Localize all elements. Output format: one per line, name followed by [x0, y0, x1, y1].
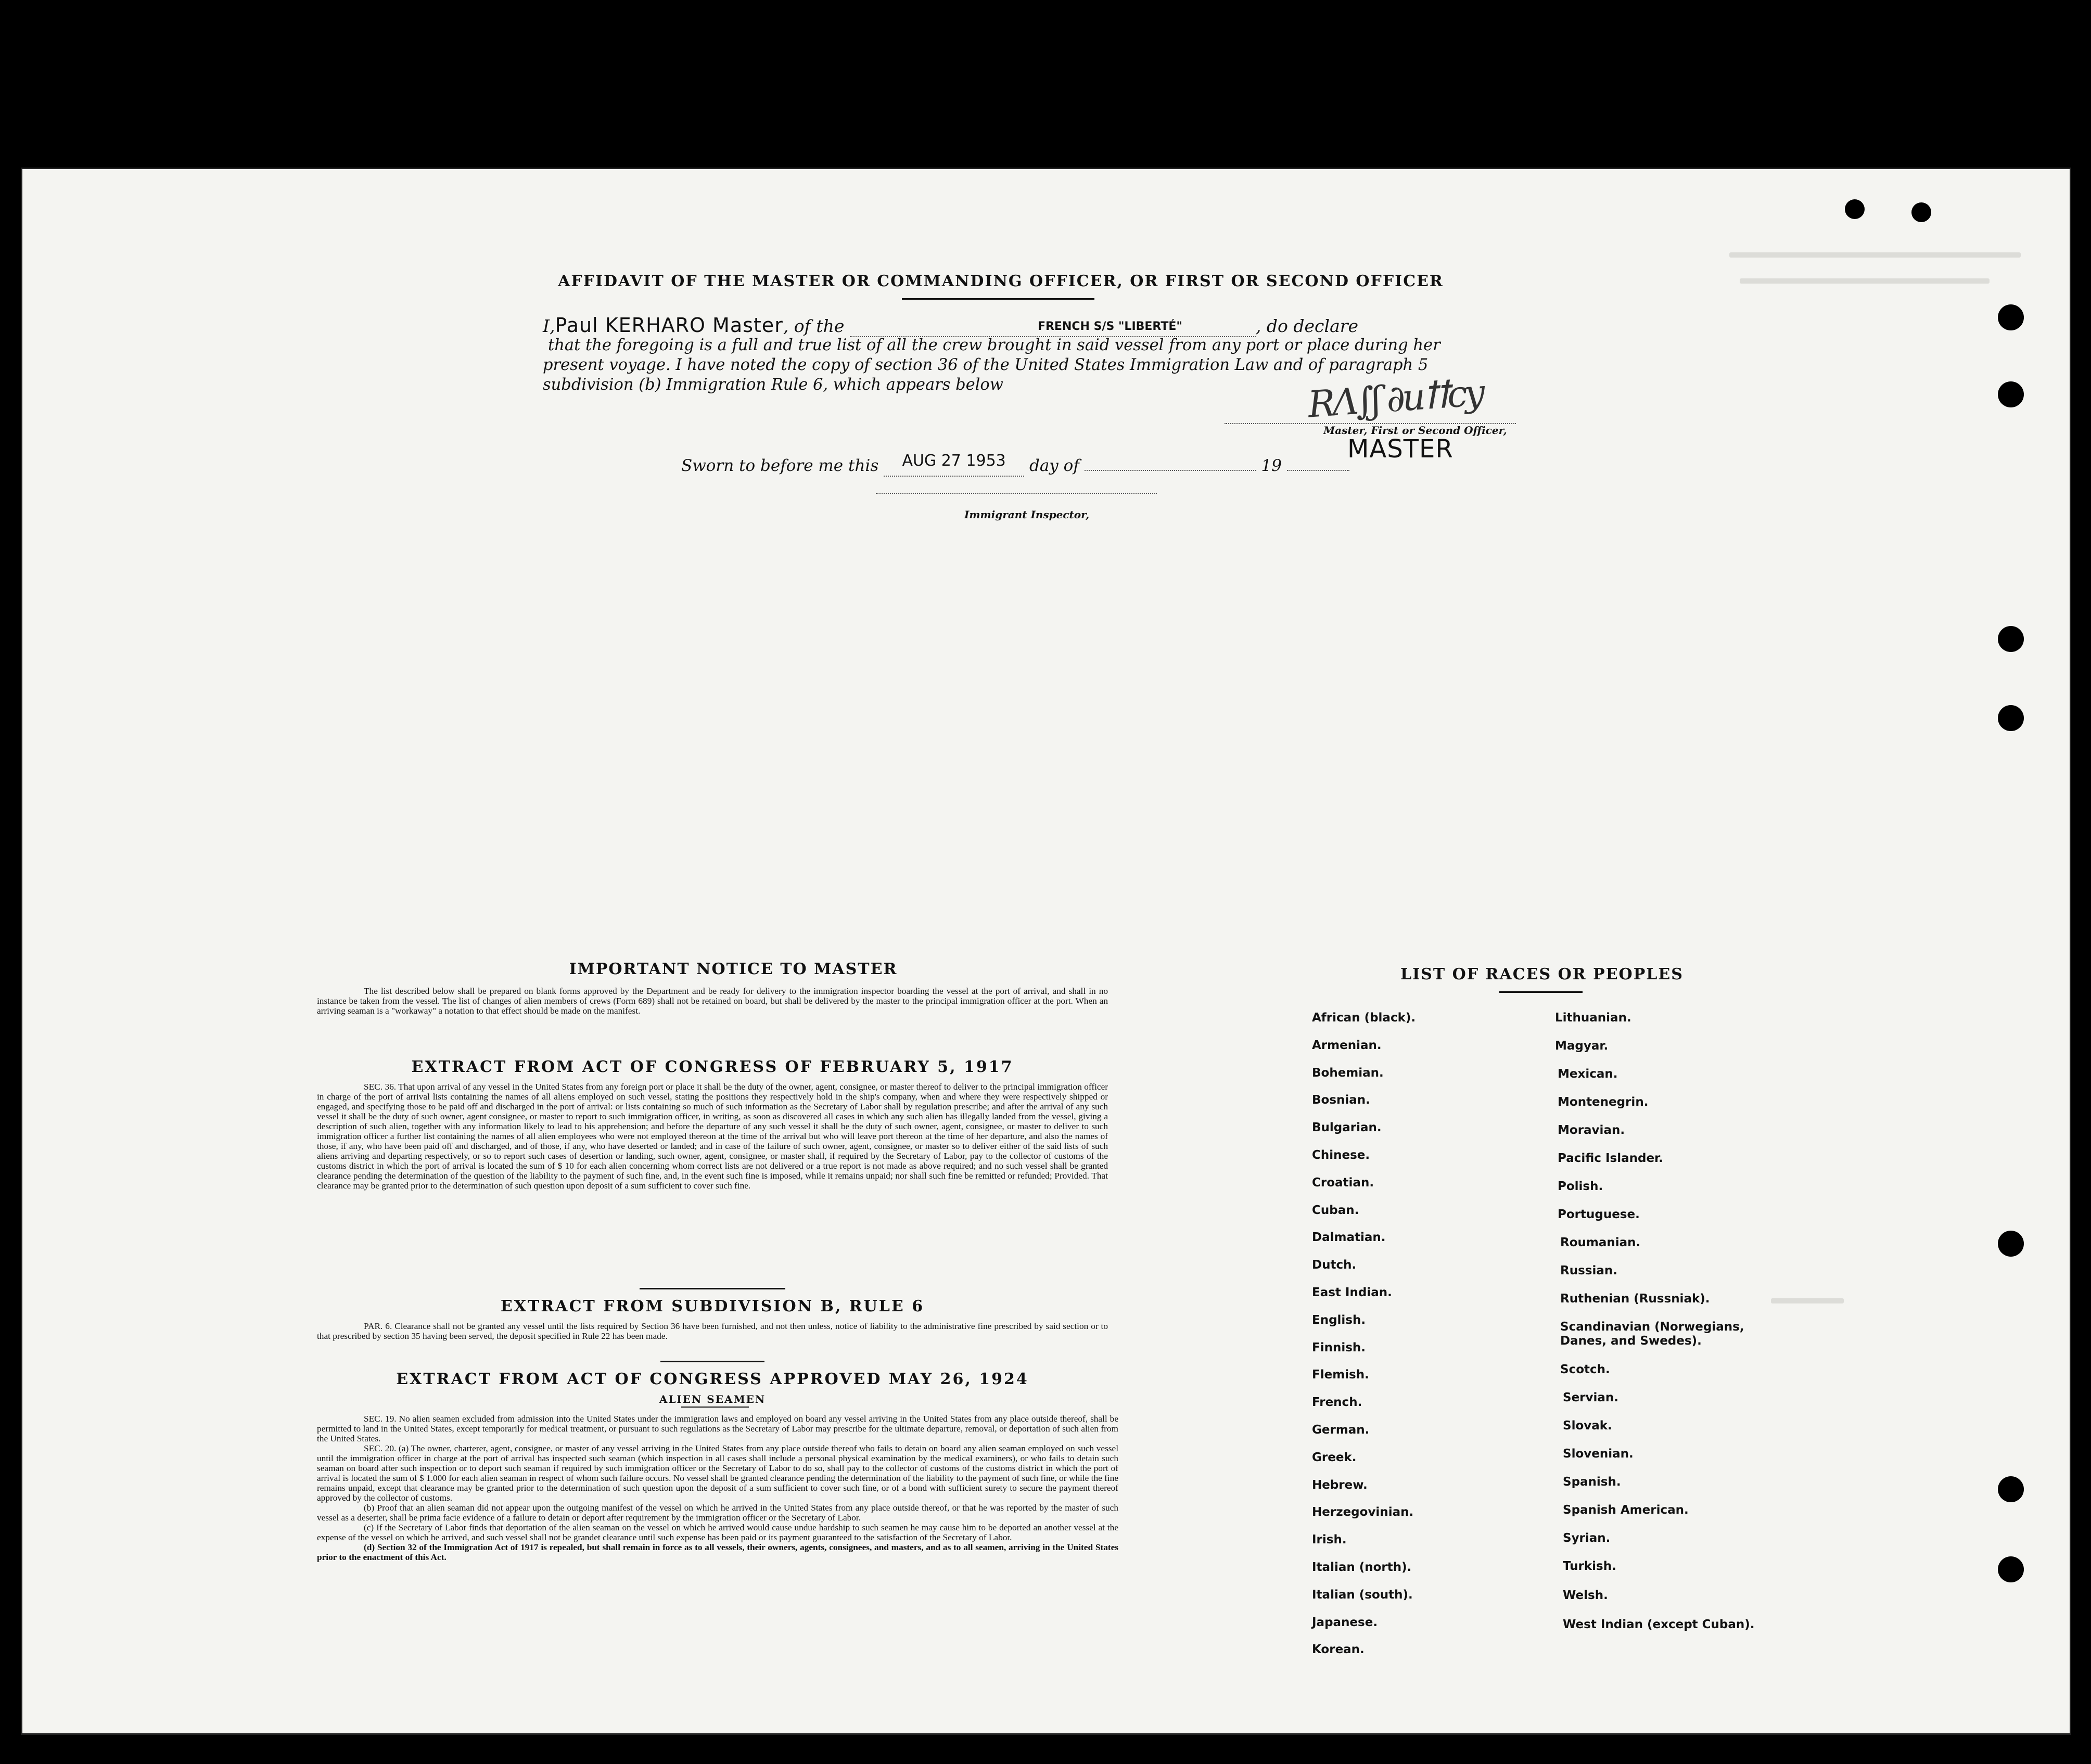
race-item: Bosnian.: [1312, 1093, 1370, 1107]
affidavit-title: AFFIDAVIT OF THE MASTER OR COMMANDING OFFICER, OR FIRST OR SECOND OFFICER: [558, 272, 1444, 290]
punch-hole: [1998, 705, 2024, 731]
divider: [640, 1288, 785, 1289]
bleed-through-mark: [1771, 1298, 1844, 1303]
race-item: Cuban.: [1312, 1203, 1359, 1217]
race-item: Italian (north).: [1312, 1561, 1412, 1574]
sworn-line: [681, 452, 1349, 477]
race-item: Armenian.: [1312, 1038, 1382, 1052]
race-item: Servian.: [1563, 1391, 1619, 1404]
subtitle-underline: [681, 1407, 749, 1408]
race-item: Slovak.: [1563, 1419, 1612, 1433]
divider: [660, 1361, 764, 1362]
signature-title: MASTER: [1347, 434, 1454, 464]
race-item: Korean.: [1312, 1643, 1365, 1657]
subdivision-body: [317, 1321, 1108, 1341]
race-item: West Indian (except Cuban).: [1563, 1618, 1755, 1631]
race-item: German.: [1312, 1423, 1370, 1437]
race-item: East Indian.: [1312, 1286, 1392, 1299]
race-item: Bohemian.: [1312, 1066, 1384, 1080]
bleed-through-mark: [1729, 252, 2021, 258]
section-36-paragraph: SEC. 36. That upon arrival of any vessel in the United States from any foreign port or place it shall be the duty of the owner, agent, consignee, or master thereof to deliver to the principal immigration officer in charge of the port of arrival lists containing the names of all aliens employed on such vessel, stating the positions they respectively hold in the ship's company, when and where they were respectively shipped or engaged, and specifying those to be paid off and discharged in the port of arrival: or lists containing so much of such information as the Secretary of Labor shall by regulation prescribe; and after the arrival of any such vessel it shall be the duty of such owner, agent consignee, or master to report to such immigration officer, in writing, as soon as discovered all cases in which any such alien has illegally landed from the vessel, giving a description of such alien, together with any information likely to lead to his apprehension; and before the departure of any such vessel it shall be the duty of such owner, agent, consignee, or master to deliver to such immigration officer a further list containing the names of all alien employees who were not employed thereon at the time of the arrival but who will leave port thereon at the time of her departure, and also the names of those, if any, who have been paid off and discharged, and of those, if any, who have deserted or landed; and in case of the failure of such owner, agent, consignee, or master so to deliver either of the said lists of such aliens arriving and departing respectively, or so to report such cases of desertion or landing, such owner, agent, consignee, or master shall, if required by the Secretary of Labor, pay to the collector of customs of the customs district in which the port of arrival is located the sum of $ 10 for each alien concerning whom correct lists are not delivered or a true report is not made as above required; and no such vessel shall be granted clearance pending the determination of the question of the liability to the payment of such fine, and, in the event such fine is imposed, while it remains unpaid; nor shall such fine be remitted or refunded; Provided. That clearance may be granted prior to the determination of such question upon deposit of a sum sufficient to cover such fine.: [317, 1082, 1108, 1191]
bleed-through-mark: [1740, 278, 1990, 284]
race-item: Japanese.: [1312, 1615, 1378, 1629]
race-item: Mexican.: [1558, 1067, 1618, 1081]
race-item: Greek.: [1312, 1450, 1357, 1464]
race-item: Turkish.: [1563, 1560, 1616, 1573]
inspector-line: [876, 493, 1157, 494]
race-item: Dalmatian.: [1312, 1231, 1386, 1245]
race-item: Flemish.: [1312, 1368, 1369, 1382]
race-item: Dutch.: [1312, 1258, 1357, 1272]
extract-1924-title: EXTRACT FROM ACT OF CONGRESS APPROVED MAY 26, 1924: [396, 1370, 1029, 1388]
race-item: Pacific Islander.: [1558, 1152, 1663, 1165]
title-underline: [902, 298, 1094, 300]
race-item: Scandinavian (Norwegians, Danes, and Swedes).: [1560, 1320, 1744, 1348]
race-item: Portuguese.: [1558, 1208, 1640, 1221]
sec-20c-paragraph: (c) If the Secretary of Labor finds that deportation of the alien seaman on the vessel on which he arrived would cause undue hardship to such seamen he may cause him to be deported an another vessel at the expense of the vessel on which he arrived, and such vessel shall not be grandet clearance until such expense has been paid or its payment guaranteed to the satisfaction of the Secretary of Labor.: [317, 1523, 1118, 1542]
inspector-caption: Immigrant Inspector,: [964, 508, 1090, 521]
sec-19-paragraph: SEC. 19. No alien seamen excluded from admission into the United States under the immigration laws and employed on board any vessel arriving in the United States from any place outside thereof, shall be permitted to land in the United States, except temporarily for medical treatment, or pursuant to such regulations as the Secretary of Labor may prescribe for the ultimate departure, removal, or deportation of such alien from the United States.: [317, 1414, 1118, 1443]
sec-20d-paragraph: (d) Section 32 of the Immigration Act of 1917 is repealed, but shall remain in force as to all vessels, their owners, agents, consignees, and masters, and as to all seamen, arriving in the United States prior to the enactment of this Act.: [317, 1542, 1118, 1562]
race-item: Hebrew.: [1312, 1478, 1368, 1492]
sec-20b-paragraph: (b) Proof that an alien seaman did not appear upon the outgoing manifest of the vessel on which he arrived in the United States from any place outside thereof, or that he was reported by the master of such vessel as a deserter, shall be prima facie evidence of a failure to detain or deport after requirement by the immigration officer or the Secretary of Labor.: [317, 1503, 1118, 1523]
race-item: Syrian.: [1563, 1531, 1611, 1545]
punch-hole: [1998, 1476, 2024, 1502]
race-item: African (black).: [1312, 1011, 1416, 1025]
alien-seamen-subtitle: ALIEN SEAMEN: [659, 1393, 766, 1405]
affidavit-line-3: present voyage. I have noted the copy of section 36 of the United States Immigration Law and of paragraph 5: [543, 356, 1429, 374]
extract-1917-title: EXTRACT FROM ACT OF CONGRESS OF FEBRUARY 5, 1917: [411, 1058, 1014, 1076]
extract-1917-body: [317, 1082, 1108, 1191]
day-of-label: day of: [1029, 456, 1079, 475]
of-the-label: , of the: [783, 316, 845, 336]
race-item: Scotch.: [1560, 1363, 1610, 1376]
punch-hole: [1998, 626, 2024, 652]
notice-paragraph: The list described below shall be prepared on blank forms approved by the Department and be ready for delivery to the immigration inspector boarding the vessel at the port of arrival, and shall in no instance be taken from the vessel. The list of changes of alien members of crews (Form 689) shall not be retained on board, but shall be delivered by the master to the principal immigration officer at the port. When an arriving seaman is a "workaway" a notation to that effect should be made on the manifest.: [317, 986, 1108, 1016]
race-item: Magyar.: [1555, 1039, 1609, 1053]
races-title-underline: [1499, 991, 1583, 993]
master-signature: RΛ∫ʃ ∂uꝉꝉcy: [1306, 371, 1484, 426]
race-item: Herzegovinian.: [1312, 1505, 1414, 1519]
punch-hole: [1998, 304, 2024, 330]
race-item: Roumanian.: [1560, 1236, 1641, 1249]
race-item: Finnish.: [1312, 1340, 1366, 1354]
vessel-field: [850, 314, 1256, 337]
sworn-label: Sworn to before me this: [681, 456, 879, 475]
sworn-date-field: [884, 452, 1024, 477]
par-6-paragraph: PAR. 6. Clearance shall not be granted any vessel until the lists required by Section 36 have been furnished, and not then unless, notice of liability to the administrative fine prescribed by said section or to that prescribed by section 35 having been served, the deposit specified in Rule 22 has been made.: [317, 1321, 1108, 1341]
race-item: Spanish.: [1563, 1475, 1621, 1489]
race-item: Ruthenian (Russniak).: [1560, 1292, 1710, 1306]
notice-title: IMPORTANT NOTICE TO MASTER: [569, 960, 898, 978]
races-title: LIST OF RACES OR PEOPLES: [1400, 965, 1684, 983]
punch-hole: [1845, 199, 1865, 219]
race-item: Welsh.: [1563, 1589, 1608, 1602]
race-item: Slovenian.: [1563, 1447, 1634, 1461]
race-item: Moravian.: [1558, 1123, 1625, 1137]
vessel-name: FRENCH S/S "LIBERTÉ": [1037, 320, 1182, 333]
affidavit-line-4: subdivision (b) Immigration Rule 6, which appears below: [543, 376, 1003, 394]
race-item: Montenegrin.: [1558, 1095, 1649, 1109]
race-item: Bulgarian.: [1312, 1121, 1382, 1135]
race-item: English.: [1312, 1313, 1366, 1327]
race-item: Irish.: [1312, 1533, 1347, 1547]
sec-20a-paragraph: SEC. 20. (a) The owner, charterer, agent, consignee, or master of any vessel arriving in the United States from any place outside thereof who fails to detain on board any alien seaman employed on such vessel until the immigration officer in charge at the port of arrival has inspected such seaman (which inspection in all cases shall include a personal physical examination by the medical examiners), or who fails to detain such seaman on board after such inspection or to deport such seaman if required by such immigration officer or the Secretary of Labor to do so, shall pay to the collector of customs of the customs district in which the port of arrival is located the sum of $ 1.000 for each alien seaman in respect of whom such failure occurs. No vessel shall be granted clearance pending the determination of the liability to the payment of such fine, or while the fine remains unpaid, except that clearance may be granted prior to the determination of such question upon the deposit of a sum sufficient to cover such fine, or of a bond with sufficient surety to secure the payment thereof approved by the collector of customs.: [317, 1443, 1118, 1503]
punch-hole: [1911, 202, 1931, 222]
race-item: Croatian.: [1312, 1175, 1374, 1190]
extract-1924-body: [317, 1414, 1118, 1562]
affidavit-line-2: that the foregoing is a full and true list of all the crew brought in said vessel from any port or place during her: [548, 336, 1440, 354]
pronoun: I,: [543, 316, 555, 336]
master-name: Paul KERHARO Master: [555, 314, 783, 337]
year-label: 19: [1261, 456, 1282, 475]
race-item: Lithuanian.: [1555, 1011, 1631, 1025]
race-item: French.: [1312, 1396, 1362, 1410]
signature-caption: Master, First or Second Officer,: [1323, 424, 1507, 437]
punch-hole: [1998, 1231, 2024, 1257]
race-item: Italian (south).: [1312, 1588, 1413, 1602]
sworn-date: AUG 27 1953: [902, 452, 1006, 470]
document-page: [21, 168, 2071, 1735]
do-declare-label: , do declare: [1255, 316, 1359, 336]
punch-hole: [1998, 1556, 2024, 1582]
year-field: [1287, 470, 1349, 471]
punch-hole: [1998, 381, 2024, 407]
race-item: Spanish American.: [1563, 1503, 1689, 1517]
notice-body: [317, 986, 1108, 1016]
race-item: Chinese.: [1312, 1148, 1370, 1162]
race-item: Polish.: [1558, 1180, 1603, 1193]
month-field: [1085, 470, 1256, 471]
subdivision-title: EXTRACT FROM SUBDIVISION B, RULE 6: [500, 1297, 925, 1315]
race-item: Russian.: [1560, 1264, 1617, 1277]
